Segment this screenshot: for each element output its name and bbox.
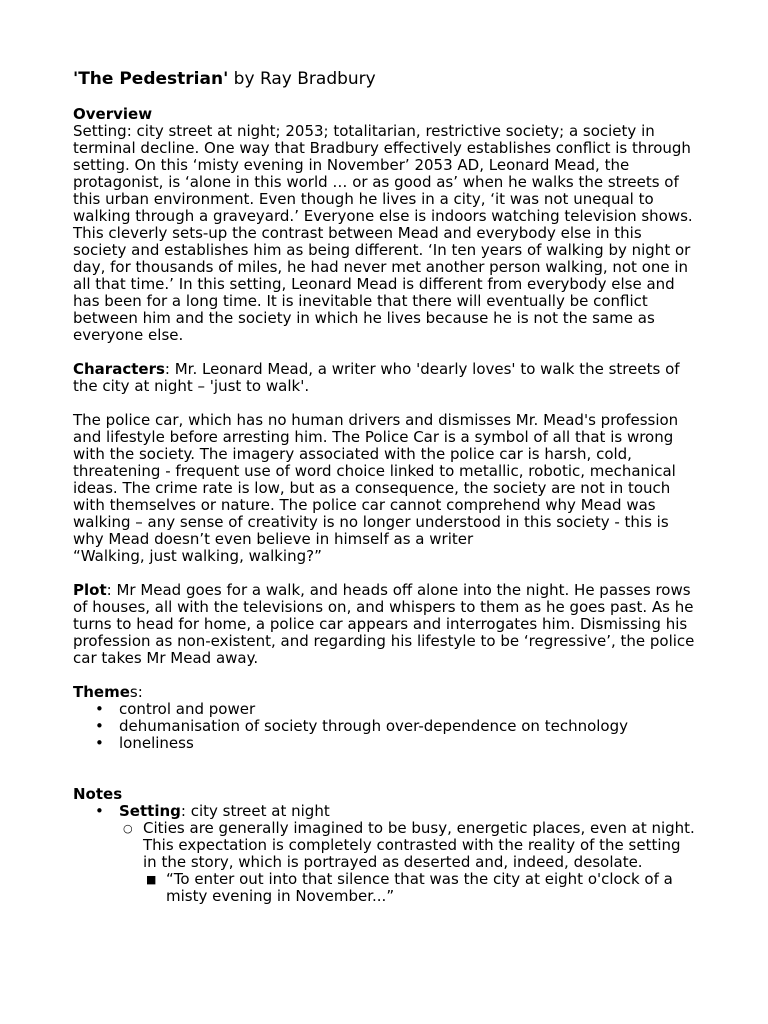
setting-label: Setting xyxy=(119,802,181,820)
bullet-icon: • xyxy=(95,802,104,820)
themes-label-rest: s: xyxy=(129,683,143,701)
list-item xyxy=(73,735,698,752)
police-car-paragraph: The police car, which has no human drivers and dismisses Mr. Mead's profession and lifestyle before arresting him. The Police Car is a symbol of all that is wrong with the society. The imagery associated with the police car is harsh, cold, threatening - frequent use of word choice linked to metallic, robotic, mechanical ideas. The crime rate is low, but as a consequence, the society are not in touch with themselves or nature. The police car cannot comprehend why Mead was walking – any sense of creativity is no longer understood in this society - this is why Mead doesn’t even believe in himself as a writer xyxy=(73,411,679,548)
notes-subsublist xyxy=(143,871,698,905)
square-bullet-icon: ■ xyxy=(146,873,157,886)
plot-paragraph xyxy=(73,582,698,667)
overview-heading: Overview xyxy=(73,105,153,123)
list-item xyxy=(73,803,698,905)
bullet-icon: • xyxy=(95,700,104,718)
plot-label: Plot xyxy=(73,581,107,599)
themes-heading xyxy=(73,684,698,701)
document-body xyxy=(73,69,698,905)
characters-paragraph xyxy=(73,361,698,395)
circle-bullet-icon: ○ xyxy=(123,822,133,835)
notes-section xyxy=(73,786,698,905)
notes-sublist xyxy=(119,820,698,905)
list-item xyxy=(119,820,698,905)
setting-quote-text: “To enter out into that silence that was the city at eight o'clock of a misty evening in November...” xyxy=(166,870,673,905)
page-title xyxy=(73,69,698,89)
police-car-section xyxy=(73,412,698,565)
notes-list xyxy=(73,803,698,905)
bullet-icon: • xyxy=(95,734,104,752)
bullet-icon: • xyxy=(95,717,104,735)
list-item xyxy=(73,718,698,735)
theme-item-text: control and power xyxy=(119,700,256,718)
notes-heading: Notes xyxy=(73,785,123,803)
plot-text: : Mr Mead goes for a walk, and heads off alone into the night. He passes rows of houses, all with the televisions on, and whispers to them as he goes past. As he turns to head for home, a police car appears and interrogates him. Dismissing his profession as non-existent, and regarding his lifestyle to be ‘regressive’, the police car takes Mr Mead away. xyxy=(73,581,695,667)
title-work: 'The Pedestrian' xyxy=(73,69,229,89)
themes-label-bold: Theme xyxy=(73,683,130,701)
theme-item-text: loneliness xyxy=(119,734,194,752)
characters-text: : Mr. Leonard Mead, a writer who 'dearly loves' to walk the streets of the city at night – 'just to walk'. xyxy=(73,360,680,395)
overview-section xyxy=(73,106,698,344)
setting-text: : city street at night xyxy=(180,802,330,820)
setting-subnote-text: Cities are generally imagined to be busy, energetic places, even at night. This expectation is completely contrasted with the reality of the setting in the story, which is portrayed as deserted and, indeed, desolate. xyxy=(143,819,695,871)
themes-section xyxy=(73,684,698,752)
title-author: by Ray Bradbury xyxy=(228,69,376,89)
theme-item-text: dehumanisation of society through over-dependence on technology xyxy=(119,717,628,735)
themes-list xyxy=(73,701,698,752)
overview-paragraph: Setting: city street at night; 2053; totalitarian, restrictive society; a society in terminal decline. One way that Bradbury effectively establishes conflict is through setting. On this ‘misty evening in November’ 2053 AD, Leonard Mead, the protagonist, is ‘alone in this world … or as good as’ when he walks the streets of this urban environment. Even though he lives in a city, ‘it was not unequal to walking through a graveyard.’ Everyone else is indoors watching television shows. This cleverly sets-up the contrast between Mead and everybody else in this society and establishes him as being different. ‘In ten years of walking by night or day, for thousands of miles, he had never met another person walking, not one in all that time.’ In this setting, Leonard Mead is different from everybody else and has been for a long time. It is inevitable that there will eventually be conflict between him and the society in which he lives because he is not the same as everyone else. xyxy=(73,122,693,344)
police-car-quote: “Walking, just walking, walking?” xyxy=(73,547,322,565)
list-item xyxy=(143,871,698,905)
characters-label: Characters xyxy=(73,360,165,378)
list-item xyxy=(73,701,698,718)
